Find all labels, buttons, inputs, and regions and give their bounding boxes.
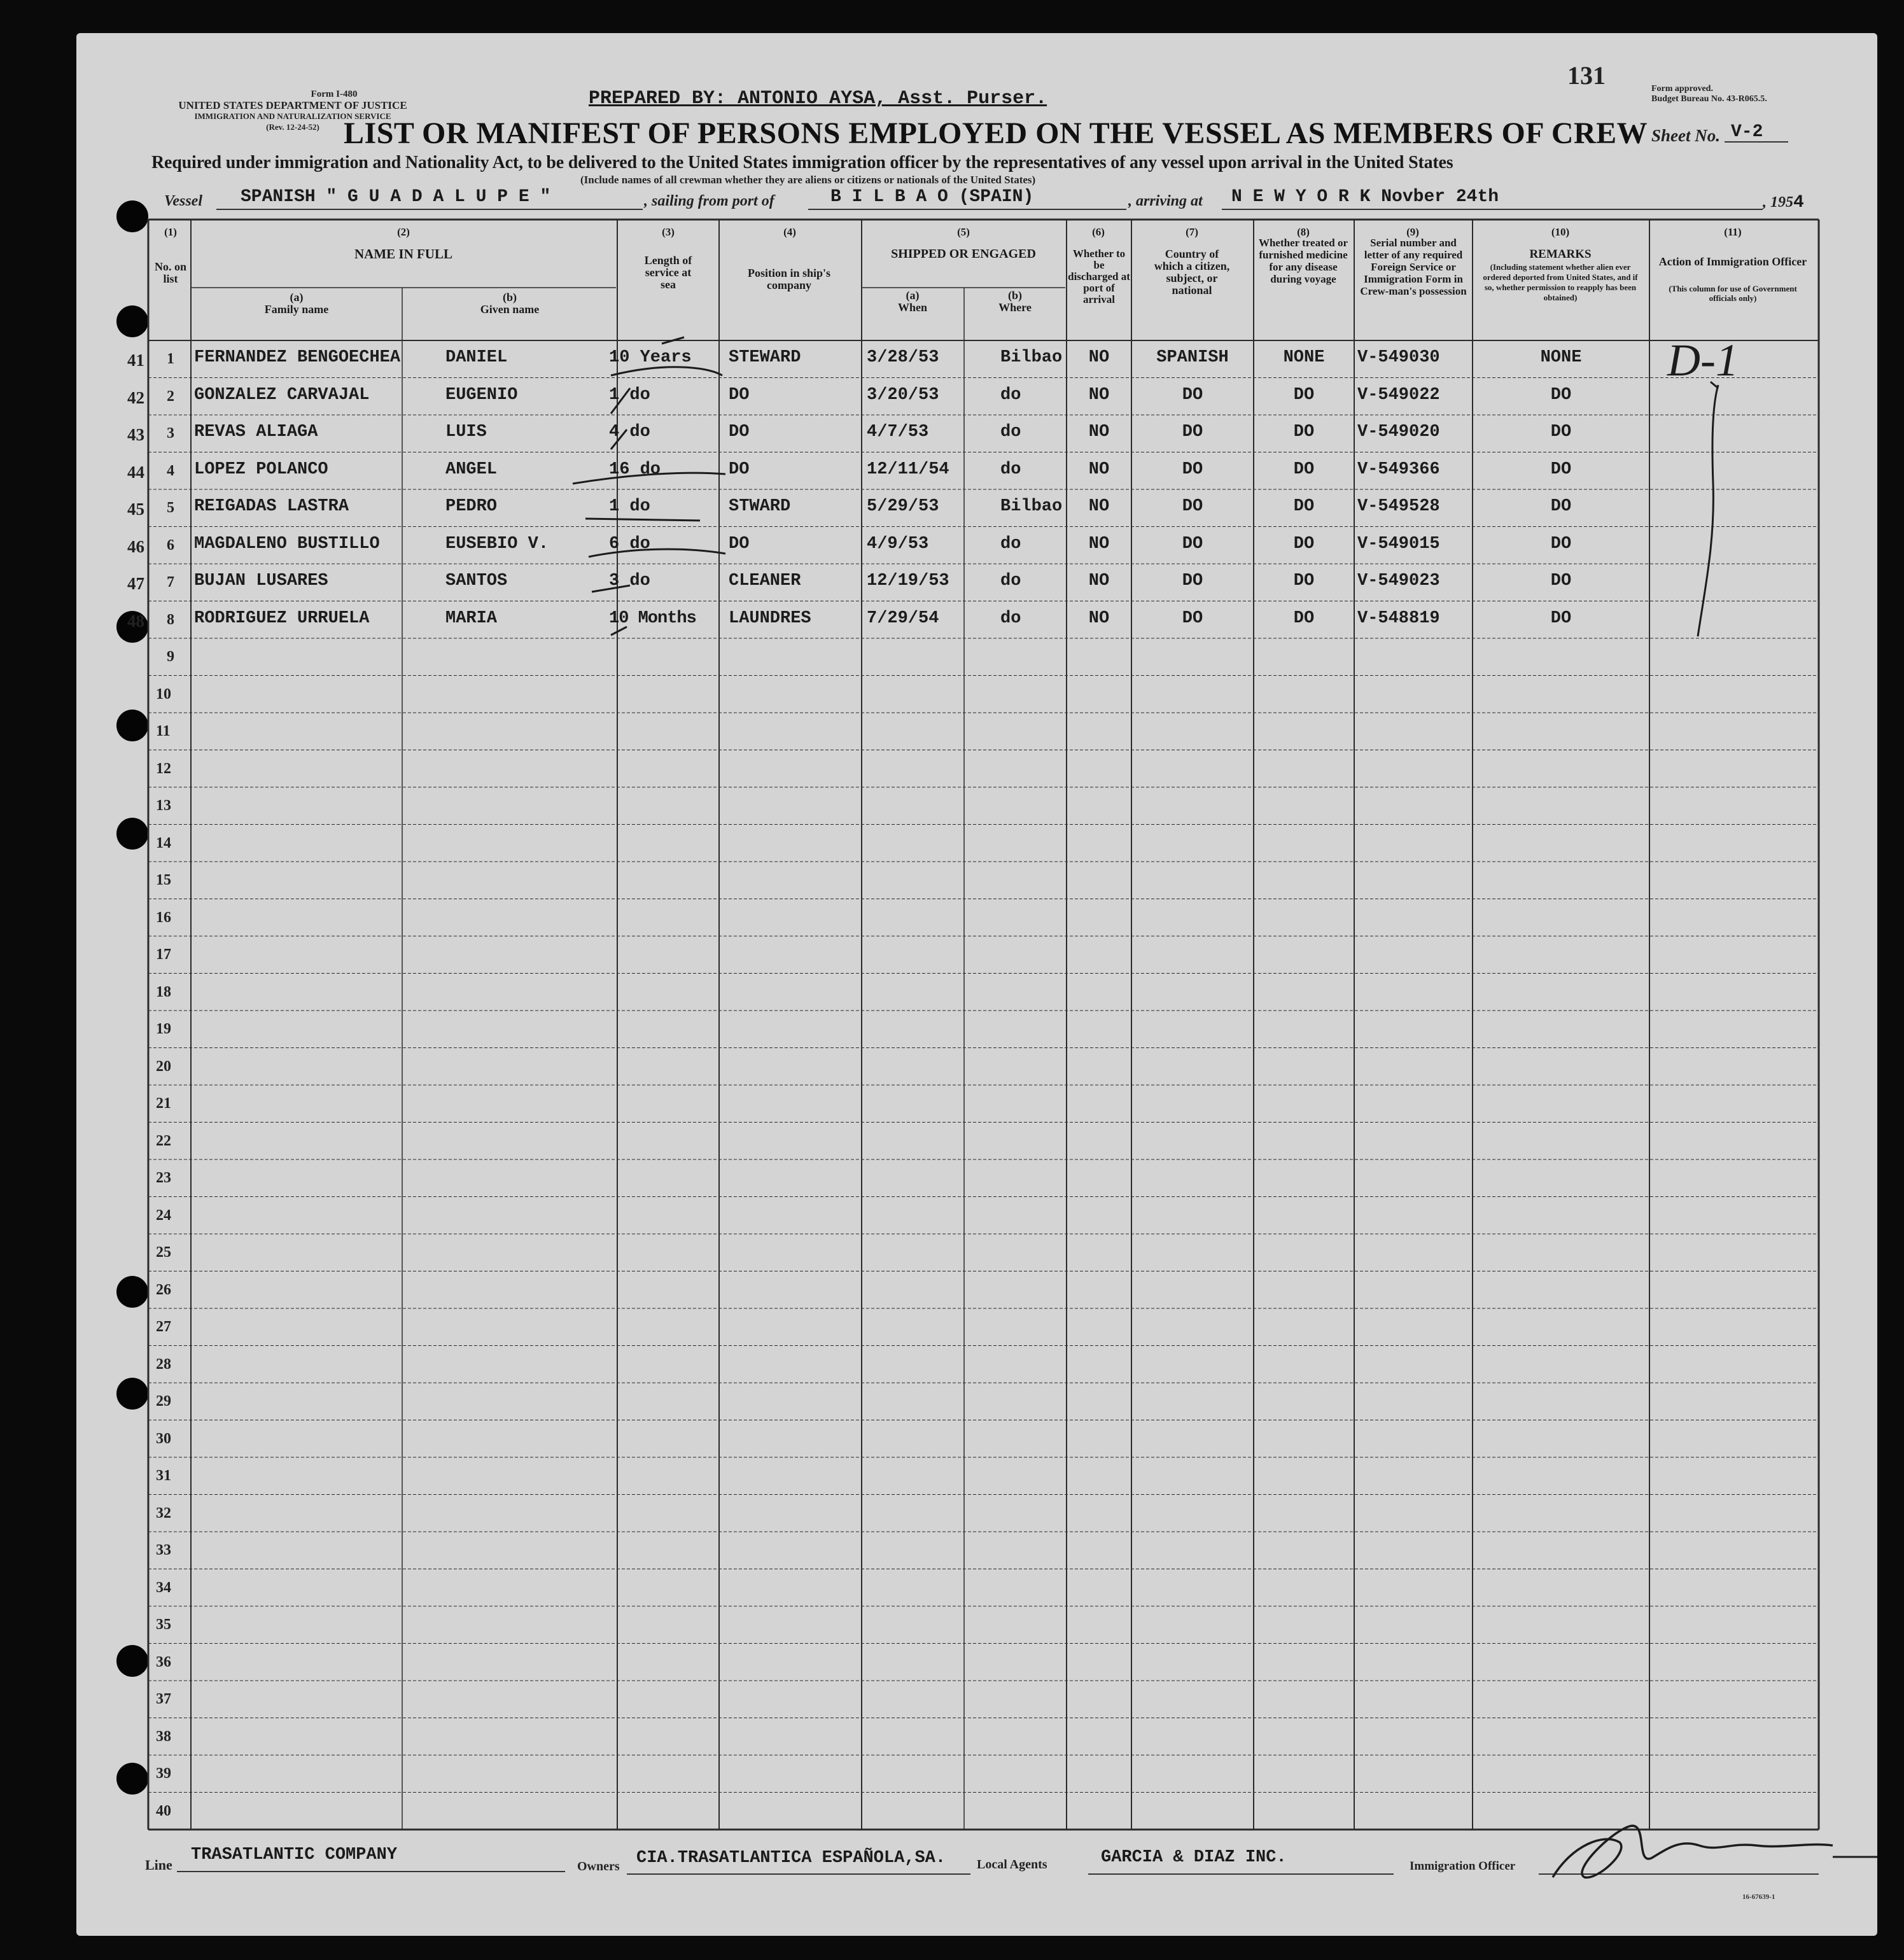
family-name: REVAS ALIAGA <box>194 423 318 442</box>
ship-position: DO <box>729 385 750 405</box>
col4-header: Position in ship's company <box>747 267 831 291</box>
given-name: DANIEL <box>445 348 508 367</box>
service-length: 10 Years <box>609 348 692 367</box>
list-stamp-number: 45 <box>127 500 144 519</box>
row-number: 20 <box>156 1058 171 1075</box>
serial-number: V-549528 <box>1357 497 1440 516</box>
col5-number: (5) <box>957 226 970 238</box>
agents-label: Local Agents <box>977 1858 1047 1872</box>
ship-position: DO <box>729 423 750 442</box>
list-stamp-number: 42 <box>127 388 144 407</box>
row-number: 31 <box>156 1467 171 1484</box>
service-name: IMMIGRATION AND NATURALIZATION SERVICE <box>194 111 391 121</box>
medicine-status: DO <box>1293 423 1315 442</box>
arriving-label: , arriving at <box>1128 193 1203 209</box>
col8-number: (8) <box>1297 226 1310 238</box>
medicine-status: DO <box>1293 571 1315 591</box>
serial-number: V-549015 <box>1357 534 1440 554</box>
form-number: Form I-480 <box>311 89 358 99</box>
serial-number: V-549020 <box>1357 423 1440 442</box>
family-name: RODRIGUEZ URRUELA <box>194 608 370 628</box>
given-name: ANGEL <box>445 459 498 479</box>
col9-number: (9) <box>1406 226 1419 238</box>
family-name: BUJAN LUSARES <box>194 571 328 591</box>
check-stroke <box>611 367 722 375</box>
ship-position: DO <box>729 534 750 554</box>
row-number: 22 <box>156 1132 171 1149</box>
remarks: DO <box>1550 608 1572 628</box>
row-number: 38 <box>156 1728 171 1745</box>
row-number: 5 <box>167 500 174 516</box>
col9-header: Serial number and letter of any required Foreign Service or Immigration Form in Crew-man's possession <box>1360 237 1467 297</box>
service-length: 4 do <box>609 423 650 442</box>
serial-number: V-548819 <box>1357 608 1440 628</box>
remarks: DO <box>1550 497 1572 516</box>
shipped-when: 3/20/53 <box>867 385 939 405</box>
col3-number: (3) <box>662 226 675 238</box>
immigration-officer-label: Immigration Officer <box>1410 1859 1516 1873</box>
given-name: EUSEBIO V. <box>445 534 549 554</box>
given-name: SANTOS <box>445 571 508 591</box>
check-stroke <box>585 519 700 521</box>
family-name: LOPEZ POLANCO <box>194 459 328 479</box>
owners-underline <box>627 1873 970 1875</box>
service-length: 1 do <box>609 385 650 405</box>
shipped-when: 5/29/53 <box>867 497 939 516</box>
agents-underline <box>1088 1873 1394 1875</box>
col6-number: (6) <box>1092 226 1105 238</box>
row-number: 29 <box>156 1393 171 1410</box>
given-name: EUGENIO <box>445 385 518 405</box>
port-of-departure: B I L B A O (SPAIN) <box>830 187 1034 207</box>
remarks: DO <box>1550 385 1572 405</box>
col1-header: No. on list <box>154 260 186 285</box>
officer-signature-line <box>1539 1873 1819 1875</box>
medicine-status: DO <box>1293 385 1315 405</box>
row-number: 15 <box>156 872 171 888</box>
given-name: MARIA <box>445 608 498 628</box>
row-number: 23 <box>156 1170 171 1186</box>
medicine-status: DO <box>1293 534 1315 554</box>
page-number: 131 <box>1567 61 1606 90</box>
remarks: DO <box>1550 459 1572 479</box>
shipped-when: 7/29/54 <box>867 608 939 628</box>
row-number: 37 <box>156 1691 171 1707</box>
remarks: NONE <box>1540 348 1582 367</box>
col4-number: (4) <box>783 226 796 238</box>
col6-header: Whether to be discharged at port of arrival <box>1068 248 1130 305</box>
given-name: PEDRO <box>445 497 498 516</box>
col2b-header-text: (b) Given name <box>480 291 540 316</box>
owners-label: Owners <box>577 1859 620 1873</box>
discharge-status: NO <box>1088 385 1110 405</box>
col11-number: (11) <box>1724 226 1742 238</box>
agents-name: GARCIA & DIAZ INC. <box>1101 1848 1287 1867</box>
discharge-status: NO <box>1088 534 1110 554</box>
form-revision: (Rev. 12-24-52) <box>266 122 319 132</box>
line-company-underline <box>177 1871 565 1872</box>
row-number: 26 <box>156 1281 171 1298</box>
citizenship-country: DO <box>1182 423 1203 442</box>
ship-position: LAUNDRES <box>729 608 811 628</box>
discharge-status: NO <box>1088 423 1110 442</box>
sheet-number: V-2 <box>1731 122 1763 142</box>
sheet-number-label: Sheet No. <box>1651 126 1720 145</box>
row-number: 6 <box>167 536 174 554</box>
ship-position: CLEANER <box>729 571 801 591</box>
serial-number: V-549030 <box>1357 348 1440 367</box>
shipped-where: Bilbao <box>1000 497 1063 516</box>
shipped-when: 3/28/53 <box>867 348 939 367</box>
given-name: LUIS <box>445 423 487 442</box>
remarks: DO <box>1550 534 1572 554</box>
remarks: DO <box>1550 571 1572 591</box>
row-number: 30 <box>156 1430 171 1447</box>
row-number: 17 <box>156 946 171 963</box>
shipped-when: 12/19/53 <box>867 571 949 591</box>
list-stamp-number: 44 <box>127 462 144 482</box>
line-label: Line <box>145 1857 172 1873</box>
approval-line1: Form approved. <box>1651 84 1713 94</box>
col11-subheader: (This column for use of Government officials only) <box>1669 284 1797 303</box>
row-number: 9 <box>167 648 174 665</box>
owners-name: CIA.TRASATLANTICA ESPAÑOLA,SA. <box>636 1849 946 1868</box>
medicine-status: DO <box>1293 459 1315 479</box>
prepared-by: PREPARED BY: ANTONIO AYSA, Asst. Purser. <box>589 88 1047 109</box>
serial-number: V-549366 <box>1357 459 1440 479</box>
sailing-label: , sailing from port of <box>644 193 774 209</box>
ship-position: STEWARD <box>729 348 801 367</box>
row-number: 32 <box>156 1504 171 1522</box>
row-number: 10 <box>156 685 171 703</box>
row-number: 3 <box>167 425 174 442</box>
discharge-status: NO <box>1088 571 1110 591</box>
col5-header: SHIPPED OR ENGAGED <box>891 247 1036 261</box>
citizenship-country: DO <box>1182 571 1203 591</box>
approval-line2: Budget Bureau No. 43-R065.5. <box>1651 94 1767 104</box>
shipped-where: do <box>1000 385 1021 405</box>
service-length: 1 do <box>609 497 650 516</box>
col2b-header <box>403 291 616 316</box>
shipped-where: do <box>1000 423 1021 442</box>
shipped-when: 4/9/53 <box>867 534 929 554</box>
discharge-status: NO <box>1088 459 1110 479</box>
row-number: 16 <box>156 909 171 926</box>
col10-subheader: (Including statement whether alien ever ordered deported from United States, and if so, whether permission to reapply has been obtained) <box>1483 262 1638 302</box>
row-number: 12 <box>156 760 171 777</box>
row-number: 27 <box>156 1319 171 1335</box>
col3-header: Length of service at sea <box>644 254 692 291</box>
shipped-where: do <box>1000 459 1021 479</box>
line-company: TRASATLANTIC COMPANY <box>191 1845 398 1865</box>
row-number: 19 <box>156 1021 171 1037</box>
row-number: 14 <box>156 834 171 851</box>
medicine-status: NONE <box>1283 348 1325 367</box>
row-number: 2 <box>167 388 174 405</box>
serial-number: V-549023 <box>1357 571 1440 591</box>
col5a-header <box>862 290 963 314</box>
row-number: 7 <box>167 574 174 591</box>
col8-header: Whether treated or furnished medicine for any disease during voyage <box>1258 237 1348 285</box>
citizenship-country: SPANISH <box>1156 348 1229 367</box>
list-stamp-number: 48 <box>127 611 144 631</box>
family-name: REIGADAS LASTRA <box>194 497 349 516</box>
ship-position: DO <box>729 459 750 479</box>
col7-header: Country of which a citizen, subject, or national <box>1154 248 1230 297</box>
row-number: 24 <box>156 1207 171 1224</box>
list-stamp-number: 46 <box>127 536 144 556</box>
col1-number: (1) <box>164 226 177 238</box>
citizenship-country: DO <box>1182 385 1203 405</box>
vessel-label: Vessel <box>164 193 202 209</box>
service-length: 6 do <box>609 534 650 554</box>
col5a-header-text: (a) When <box>897 289 927 314</box>
col2-header: NAME IN FULL <box>354 246 452 262</box>
citizenship-country: DO <box>1182 497 1203 516</box>
row-number: 40 <box>156 1802 171 1819</box>
shipped-when: 12/11/54 <box>867 459 949 479</box>
row-number: 34 <box>156 1579 171 1596</box>
col2-number: (2) <box>397 226 410 238</box>
discharge-status: NO <box>1088 608 1110 628</box>
arrival-port-date: N E W Y O R K Novber 24th <box>1231 187 1499 207</box>
row-number: 13 <box>156 797 171 814</box>
col2a-header <box>191 291 402 316</box>
serial-number: V-549022 <box>1357 385 1440 405</box>
family-name: MAGDALENO BUSTILLO <box>194 534 380 554</box>
shipped-when: 4/7/53 <box>867 423 929 442</box>
shipped-where: do <box>1000 534 1021 554</box>
shipped-where: do <box>1000 571 1021 591</box>
form-subtitle-note: (Include names of all crewman whether they are aliens or citizens or nationals of the United States) <box>580 174 1036 186</box>
ship-position: STWARD <box>729 497 791 516</box>
department-name: UNITED STATES DEPARTMENT OF JUSTICE <box>178 99 407 111</box>
col10-header: REMARKS <box>1529 248 1592 261</box>
form-title: LIST OR MANIFEST OF PERSONS EMPLOYED ON THE VESSEL AS MEMBERS OF CREW <box>344 116 1648 150</box>
row-number: 33 <box>156 1542 171 1558</box>
list-stamp-number: 41 <box>127 351 144 370</box>
citizenship-country: DO <box>1182 459 1203 479</box>
service-length: 10 Months <box>609 608 696 628</box>
family-name: FERNANDEZ BENGOECHEA <box>194 348 401 367</box>
col7-number: (7) <box>1186 226 1198 238</box>
citizenship-country: DO <box>1182 534 1203 554</box>
row-number: 4 <box>167 462 174 479</box>
row-number: 8 <box>167 611 174 628</box>
col2a-header-text: (a) Family name <box>264 291 329 316</box>
row-number: 28 <box>156 1355 171 1373</box>
medicine-status: DO <box>1293 497 1315 516</box>
list-stamp-number: 47 <box>127 574 144 593</box>
year-prefix: , 195 <box>1763 194 1793 211</box>
col5b-header <box>965 290 1065 314</box>
discharge-status: NO <box>1088 348 1110 367</box>
discharge-status: NO <box>1088 497 1110 516</box>
shipped-where: do <box>1000 608 1021 628</box>
service-length: 3 do <box>609 571 650 591</box>
citizenship-country: DO <box>1182 608 1203 628</box>
list-stamp-number: 43 <box>127 425 144 444</box>
row-number: 39 <box>156 1765 171 1782</box>
medicine-status: DO <box>1293 608 1315 628</box>
form-subtitle: Required under immigration and Nationality Act, to be delivered to the United States immigration officer by the representatives of any vessel upon arrival in the United States <box>151 153 1453 172</box>
check-stroke <box>611 627 627 635</box>
row-number: 36 <box>156 1653 171 1670</box>
row-number: 25 <box>156 1244 171 1261</box>
shipped-where: Bilbao <box>1000 348 1063 367</box>
row-number: 1 <box>167 351 174 367</box>
family-name: GONZALEZ CARVAJAL <box>194 385 370 405</box>
row-number: 18 <box>156 983 171 1000</box>
vessel-name: SPANISH " G U A D A L U P E " <box>241 187 551 207</box>
remarks: DO <box>1550 423 1572 442</box>
row-number: 21 <box>156 1095 171 1112</box>
col11-header: Action of Immigration Officer <box>1658 255 1807 268</box>
service-length: 16 do <box>609 459 661 479</box>
col10-number: (10) <box>1551 226 1570 238</box>
officer-action-mark: D-1 <box>1667 335 1739 386</box>
col5b-header-text: (b) Where <box>998 289 1032 314</box>
print-code: 16-67639-1 <box>1742 1893 1775 1901</box>
row-number: 11 <box>156 723 171 739</box>
row-number: 35 <box>156 1616 171 1633</box>
year-digit: 4 <box>1793 193 1804 213</box>
